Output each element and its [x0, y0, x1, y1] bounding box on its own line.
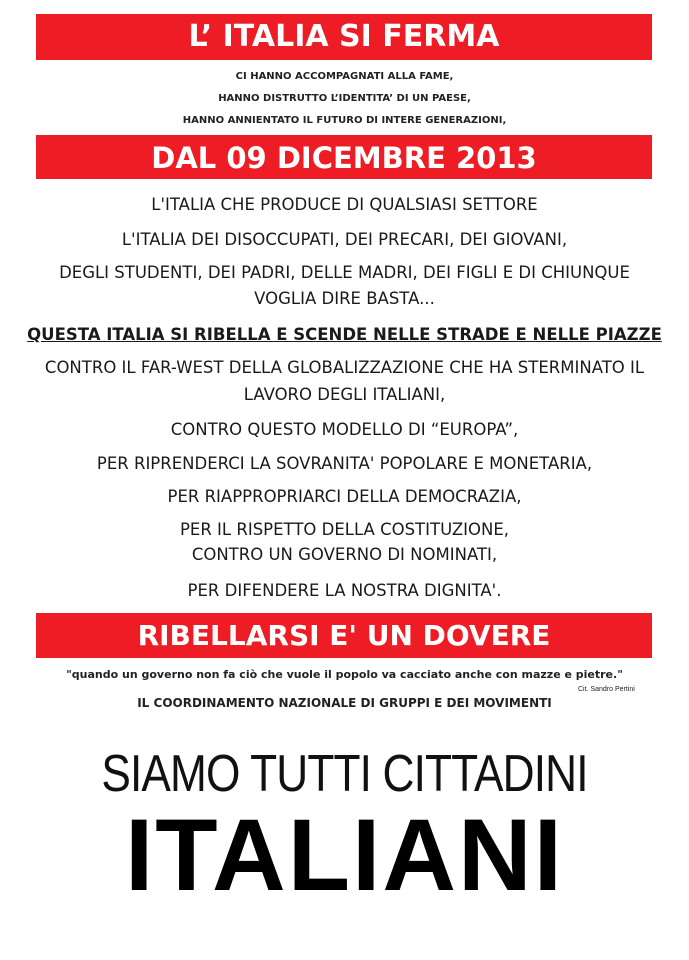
- body-line: CONTRO QUESTO MODELLO DI “EUROPA”,: [170, 420, 519, 439]
- banner-date: DAL 09 DICEMBRE 2013: [36, 135, 652, 179]
- intro-text: [0, 66, 689, 132]
- banner-title: L’ ITALIA SI FERMA: [36, 14, 652, 60]
- quote-citation: Cit. Sandro Pertini: [578, 686, 635, 693]
- quote-text: "quando un governo non fa ciò che vuole il popolo va cacciato anche con mazze e pietre.": [66, 668, 623, 681]
- body-line: L'ITALIA CHE PRODUCE DI QUALSIASI SETTORE: [151, 195, 538, 214]
- intro-line: HANNO DISTRUTTO L’IDENTITA’ DI UN PAESE,: [218, 93, 471, 104]
- body-line: CONTRO IL FAR-WEST DELLA GLOBALIZZAZIONE CHE HA STERMINATO IL: [44, 358, 645, 377]
- intro-line: CI HANNO ACCOMPAGNATI ALLA FAME,: [235, 71, 454, 82]
- slogan-line-1: SIAMO TUTTI CITTADINI: [101, 745, 588, 803]
- body-line: VOGLIA DIRE BASTA...: [254, 289, 435, 308]
- body-line: CONTRO UN GOVERNO DI NOMINATI,: [191, 545, 498, 564]
- banner-duty: RIBELLARSI E' UN DOVERE: [36, 613, 652, 658]
- slogan-line-2: ITALIANI: [124, 798, 565, 912]
- body-line: LAVORO DEGLI ITALIANI,: [243, 385, 446, 404]
- body-line: PER RIPRENDERCI LA SOVRANITA' POPOLARE E MONETARIA,: [96, 454, 593, 473]
- body-line: DEGLI STUDENTI, DEI PADRI, DELLE MADRI, DEI FIGLI E DI CHIUNQUE: [59, 263, 630, 282]
- body-line: L'ITALIA DEI DISOCCUPATI, DEI PRECARI, DEI GIOVANI,: [121, 230, 568, 249]
- coordination-signature: IL COORDINAMENTO NAZIONALE DI GRUPPI E DEI MOVIMENTI: [137, 696, 552, 710]
- body-line-emphasis: QUESTA ITALIA SI RIBELLA E SCENDE NELLE STRADE E NELLE PIAZZE: [27, 325, 662, 344]
- body-line: PER DIFENDERE LA NOSTRA DIGNITA'.: [187, 581, 502, 600]
- body-line: PER IL RISPETTO DELLA COSTITUZIONE,: [179, 520, 510, 539]
- body-line: PER RIAPPROPRIARCI DELLA DEMOCRAZIA,: [167, 487, 522, 506]
- intro-line: HANNO ANNIENTATO IL FUTURO DI INTERE GENERAZIONI,: [182, 115, 507, 126]
